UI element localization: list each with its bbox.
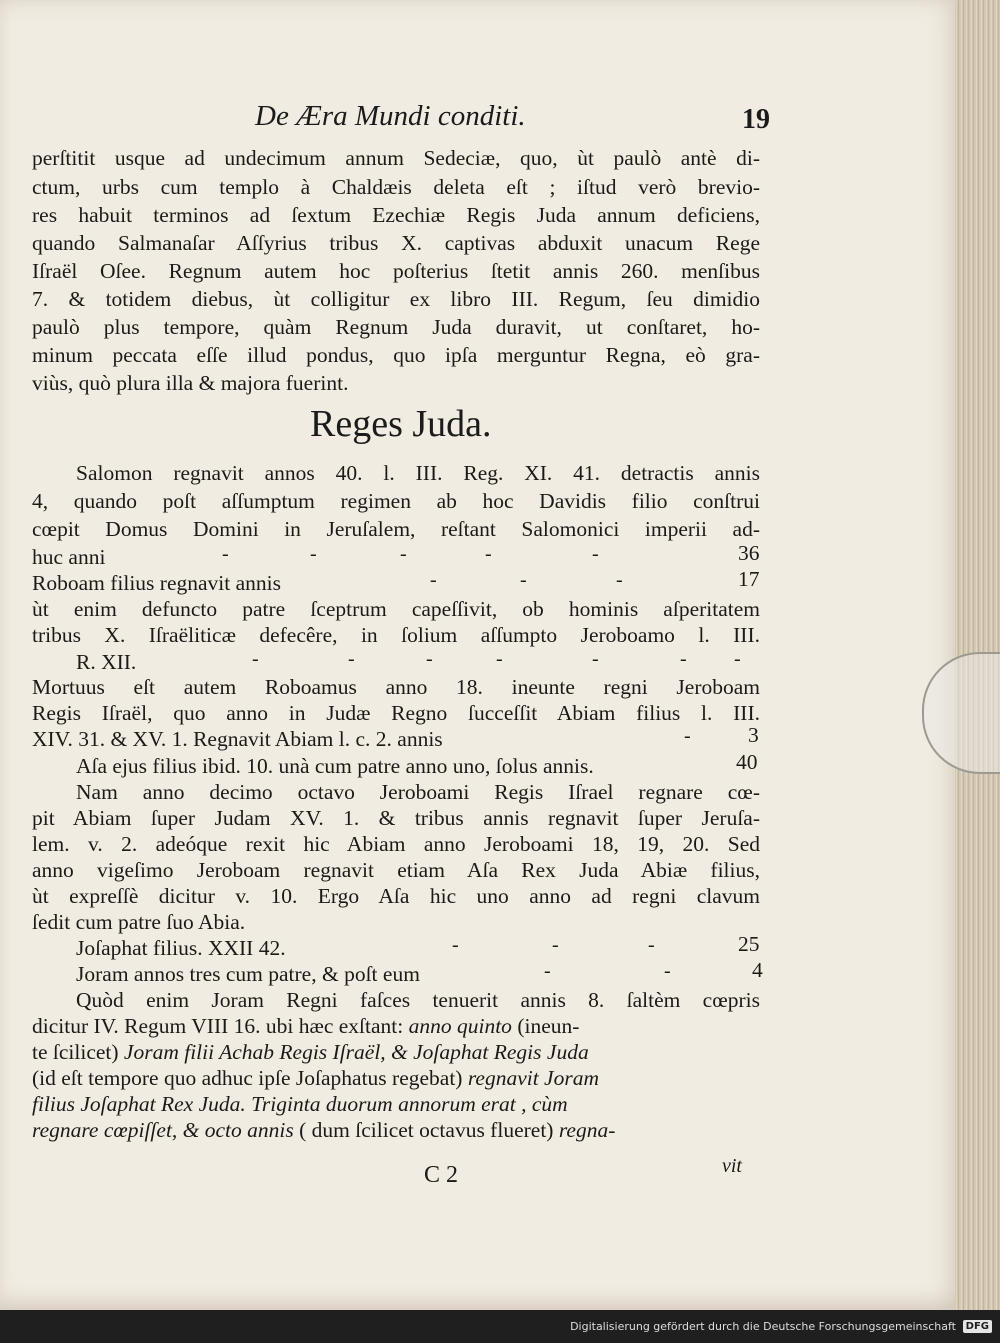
text-run: (ineun- (517, 1014, 580, 1038)
text-line: Roboam filius regnavit annis (32, 571, 282, 595)
leader-dash: - (680, 648, 687, 670)
leader-dash: - (496, 648, 503, 670)
text-line: lem. v. 2. adeóque rexit hic Abiam anno Jeroboami 18, 19, 20. Sed (32, 832, 760, 856)
text-line: quando Salmanaſar Aſſyrius tribus X. captivas abduxit unacum Rege (32, 231, 760, 255)
text-line: ſedit cum patre ſuo Abia. (32, 910, 246, 934)
text-line: Mortuus eſt autem Roboamus anno 18. ineunte regni Jeroboam (32, 675, 760, 699)
leader-dash: - (426, 648, 433, 670)
text-line: Quòd enim Joram Regni faſces tenuerit annis 8. ſaltèm cœpris (76, 988, 760, 1012)
leader-dash: - (592, 648, 599, 670)
text-run: (id eſt tempore quo adhuc ipſe Joſaphatus regebat) (32, 1066, 463, 1090)
regnal-years: 3 (748, 723, 759, 747)
leader-dash: - (616, 569, 623, 591)
leader-dash: - (734, 648, 741, 670)
text-line: ùt expreſſè dicitur v. 10. Ergo Aſa hic uno anno ad regni clavum (32, 884, 760, 908)
italic-run: regnare cœpiſſet, & octo annis (32, 1118, 294, 1142)
leader-dash: - (400, 543, 407, 565)
text-run: ſcilicet octavus flueret) (355, 1118, 554, 1142)
running-head: De Æra Mundi conditi. (255, 100, 526, 132)
text-line: ctum, urbs cum templo à Chaldæis deleta eſt ; iſtud verò brevio- (32, 175, 760, 199)
text-line: Aſa ejus filius ibid. 10. unà cum patre anno uno, ſolus annis. (76, 754, 594, 778)
leader-dash: - (552, 934, 559, 956)
leader-dash: - (252, 648, 259, 670)
leader-dash: - (222, 543, 229, 565)
italic-run: Joram filii Achab Regis Iſraël, & Joſaphat Regis Juda (123, 1040, 589, 1064)
text-line: res habuit terminos ad ſextum Ezechiæ Regis Juda annum deficiens, (32, 203, 760, 227)
leader-dash: - (348, 648, 355, 670)
text-line: minum peccata eſſe illud pondus, quo ipſa merguntur Regna, eò gra- (32, 343, 760, 367)
digitization-footer (0, 1310, 1000, 1343)
text-line: Regis Iſraël, quo anno in Judæ Regno ſucceſſit Abiam filius l. III. (32, 701, 760, 725)
signature-mark: C 2 (424, 1162, 459, 1188)
text-line: filius Joſaphat Rex Juda. Triginta duorum annorum erat , cùm (32, 1092, 568, 1116)
text-line: pit Abiam ſuper Judam XV. 1. & tribus annis regnavit ſuper Jeruſa- (32, 806, 760, 830)
text-line: Joram annos tres cum patre, & poſt eum (76, 962, 420, 986)
text-line: huc anni (32, 545, 106, 569)
text-run: dicitur IV. Regum VIII 16. ubi hæc exſtant: (32, 1014, 404, 1038)
funding-credit: Digitalisierung gefördert durch die Deutsche Forschungsgemeinschaft (570, 1320, 956, 1333)
text-line: 4, quando poſt aſſumptum regimen ab hoc Davidis filio conſtrui (32, 489, 760, 513)
text-line: paulò plus tempore, quàm Regnum Juda duravit, ut conſtaret, ho- (32, 315, 760, 339)
page-number: 19 (742, 104, 770, 135)
text-line: R. XII. (76, 650, 137, 674)
italic-run: regna- (558, 1118, 616, 1142)
regnal-years: 25 (738, 932, 760, 956)
regnal-years: 40 (736, 750, 758, 774)
text-line: XIV. 31. & XV. 1. Regnavit Abiam l. c. 2. annis (32, 727, 443, 751)
leader-dash: - (452, 934, 459, 956)
text-line: Salomon regnavit annos 40. l. III. Reg. XI. 41. detractis annis (76, 461, 760, 485)
leader-dash: - (592, 543, 599, 565)
regnal-years: 36 (738, 541, 760, 565)
section-heading: Reges Juda. (310, 403, 492, 445)
text-line (32, 1115, 760, 1145)
leader-dash: - (485, 543, 492, 565)
text-line: anno vigeſimo Jeroboam regnavit etiam Aſa Rex Juda Abiæ filius, (32, 858, 760, 882)
regnal-years: 17 (738, 567, 760, 591)
text-run: ( dum (299, 1118, 350, 1142)
regnal-years: 4 (752, 958, 763, 982)
dfg-logo: DFG (963, 1320, 992, 1333)
leader-dash: - (664, 960, 671, 982)
italic-run: anno quinto (408, 1014, 512, 1038)
leader-dash: - (520, 569, 527, 591)
text-line: perſtitit usque ad undecimum annum Sedeciæ, quo, ùt paulò antè di- (32, 146, 760, 170)
text-line: Nam anno decimo octavo Jeroboami Regis Iſrael regnare cœ- (76, 780, 760, 804)
text-line: viùs, quò plura illa & majora fuerint. (32, 371, 349, 395)
text-line: tribus X. Iſraëliticæ defecêre, in ſolium aſſumpto Jeroboamo l. III. (32, 623, 760, 647)
text-line: ùt enim defuncto patre ſceptrum capeſſivit, ob hominis aſperitatem (32, 597, 760, 621)
text-run: te ſcilicet) (32, 1040, 119, 1064)
italic-run: regnavit Joram (467, 1066, 599, 1090)
text-line: Iſraël Oſee. Regnum autem hoc poſterius ſtetit annis 260. menſibus (32, 259, 760, 283)
leader-dash: - (544, 960, 551, 982)
catchword: vit (722, 1155, 742, 1177)
text-line: Joſaphat filius. XXII 42. (76, 936, 286, 960)
leader-dash: - (310, 543, 317, 565)
leader-dash: - (684, 725, 691, 747)
leader-dash: - (430, 569, 437, 591)
text-line: cœpit Domus Domini in Jeruſalem, reſtant Salomonici imperii ad- (32, 517, 760, 541)
text-line: 7. & totidem diebus, ùt colligitur ex libro III. Regum, ſeu dimidio (32, 287, 760, 311)
leader-dash: - (648, 934, 655, 956)
